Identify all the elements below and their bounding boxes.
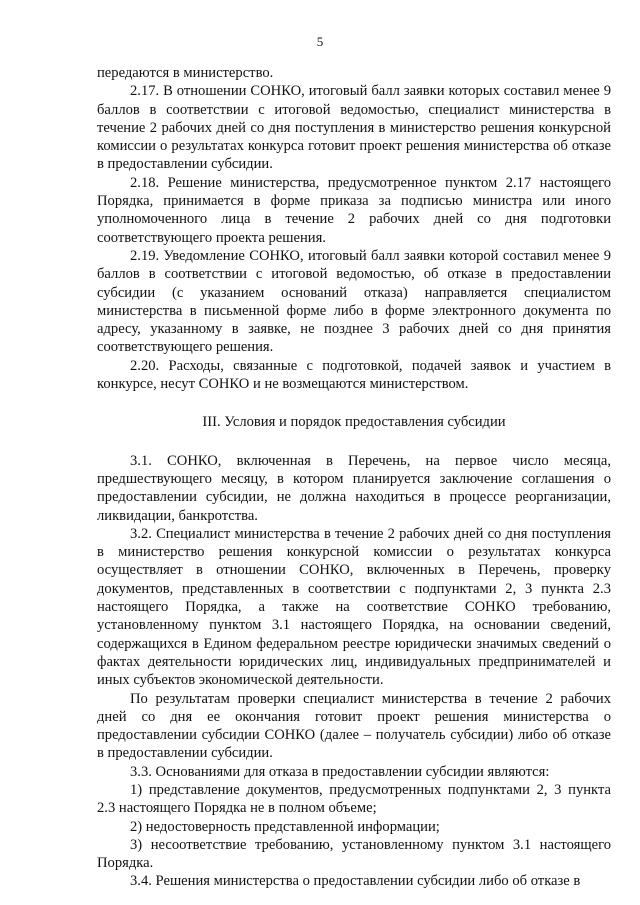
paragraph-2-19: 2.19. Уведомление СОНКО, итоговый балл заявки которой составил менее 9 баллов в соответствии с итоговой ведомостью, об отказе в предоставлении субсидии (с указанием оснований отказа) направляется специалистом министерства в письменной форме либо в форме электронного документа по адресу, указанному в заявке, не позднее 3 рабочих дней со дня принятия соответствующего решения. [97, 247, 611, 356]
paragraph-continuation: передаются в министерство. [97, 65, 274, 81]
paragraph-2-20: 2.20. Расходы, связанные с подготовкой, подачей заявок и участием в конкурсе, несут СОНКО и не возмещаются министерством. [97, 357, 611, 393]
page-number: 5 [316, 34, 324, 49]
list-item-1: 1) представление документов, предусмотренных подпунктами 2, 3 пункта 2.3 настоящего Порядка не в полном объеме; [97, 781, 611, 817]
section-heading: III. Условия и порядок предоставления субсидии [202, 414, 506, 431]
paragraph-3-4: 3.4. Решения министерства о предоставлении субсидии либо об отказе в [130, 873, 581, 890]
paragraph-3-2: 3.2. Специалист министерства в течение 2 рабочих дней со дня поступления в министерство решения конкурсной комиссии о результатах конкурса осуществляет в отношении СОНКО, включенных в Перечень, проверку документов, представленных в соответствии с подпунктами 2, 3 пункта 2.3 настоящего Порядка, а также на соответствие СОНКО требованию, установленному пунктом 3.1 настоящего Порядка, на основании сведений, содержащихся в Едином федеральном реестре юридически значимых сведений о фактах деятельности юридических лиц, индивидуальных предпринимателей и иных субъектов экономической деятельности. [97, 525, 611, 689]
list-item-3: 3) несоответствие требованию, установленному пунктом 3.1 настоящего Порядка. [97, 836, 611, 872]
paragraph-2-17: 2.17. В отношении СОНКО, итоговый балл заявки которых составил менее 9 баллов в соответствии с итоговой ведомостью, специалист министерства в течение 2 рабочих дней со дня поступления в министерство решения конкурсной комиссии о результатах конкурса готовит проект решения министерства об отказе в предоставлении субсидии. [97, 83, 611, 173]
paragraph-3-3: 3.3. Основаниями для отказа в предоставлении субсидии являются: [130, 763, 550, 780]
paragraph-2-18: 2.18. Решение министерства, предусмотренное пунктом 2.17 настоящего Порядка, принимается в форме приказа за подписью министра или иного уполномоченного лица в течение 2 рабочих дней со дня подготовки соответствующего проекта решения. [97, 174, 611, 246]
paragraph-3-1: 3.1. СОНКО, включенная в Перечень, на первое число месяца, предшествующего месяцу, в котором планируется заключение соглашения о предоставлении субсидии, не должна находиться в процессе реорганизации, ликвидации, банкротства. [97, 452, 611, 524]
list-item-2: 2) недостоверность представленной информации; [130, 818, 440, 835]
document-body [97, 64, 611, 891]
paragraph-check-results: По результатам проверки специалист министерства в течение 2 рабочих дней со дня ее окончания готовит проект решения министерства о предоставлении субсидии СОНКО (далее – получатель субсидии) либо об отказе в предоставлении субсидии. [97, 690, 611, 762]
